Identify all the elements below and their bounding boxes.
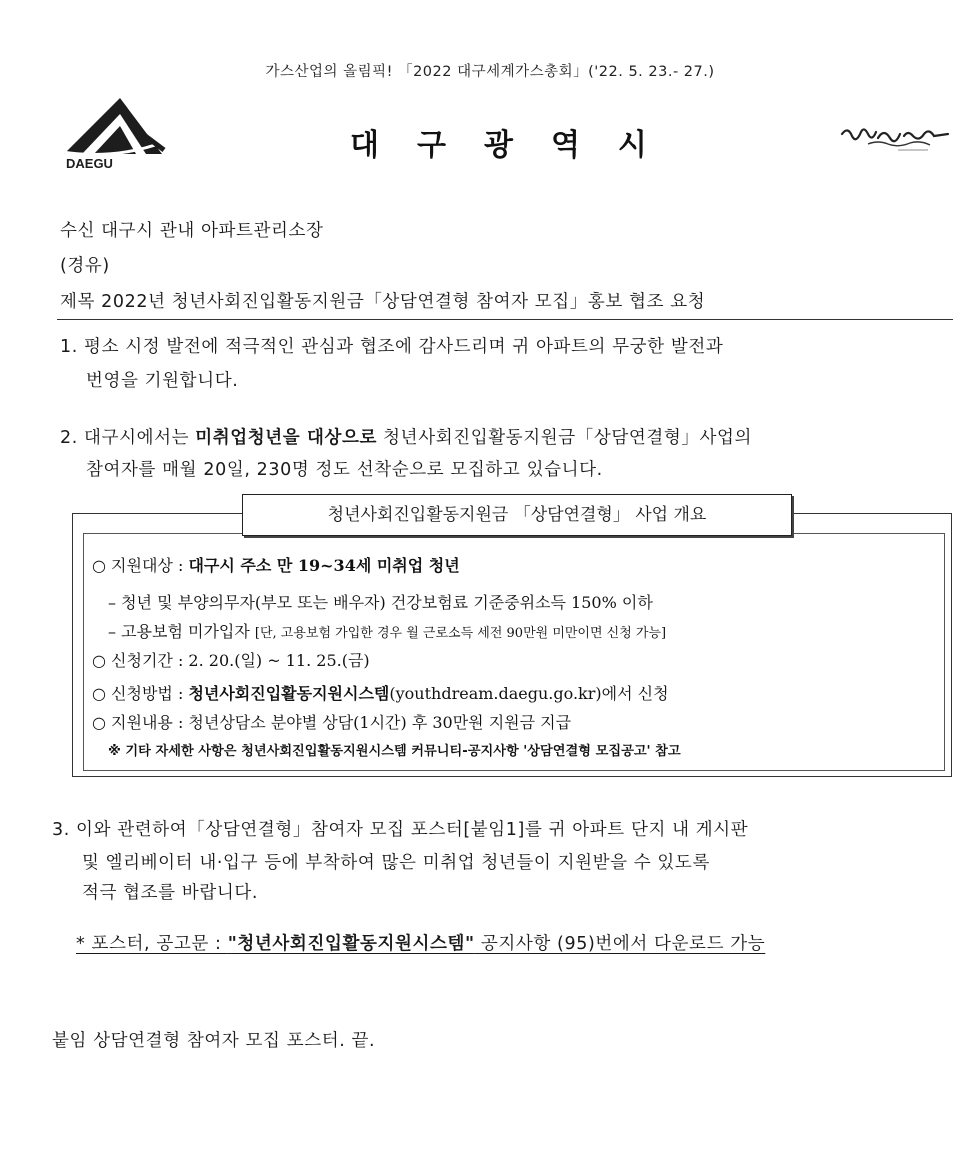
daegu-logo bbox=[60, 92, 170, 172]
note-suffix: 공지사항 (95)번에서 다운로드 가능 bbox=[474, 934, 766, 954]
paragraph-2-line-2: 참여자를 매월 20일, 230명 정도 선착순으로 모집하고 있습니다. bbox=[86, 460, 603, 480]
target-label: ○ 지원대상 : bbox=[92, 556, 189, 575]
slogan-banner: 가스산업의 올림픽! 「2022 대구세계가스총회」('22. 5. 23.- 27.) bbox=[265, 64, 715, 80]
paragraph-1-line-1: 1. 평소 시정 발전에 적극적인 관심과 협조에 감사드리며 귀 아파트의 무궁한 발전과 bbox=[60, 337, 724, 357]
slogan-signature bbox=[838, 120, 956, 160]
insurance-exception: [단, 고용보험 가입한 경우 월 근로소득 세전 90만원 미만이면 신청 가능] bbox=[254, 626, 667, 641]
insurance-text: – 고용보험 미가입자 bbox=[108, 622, 255, 641]
paragraph-2-line-1 bbox=[60, 424, 752, 449]
p2-highlight: 미취업청년을 대상으로 bbox=[195, 428, 378, 448]
paragraph-3-line-1: 3. 이와 관련하여「상담연결형」참여자 모집 포스터[붙임1]를 귀 아파트 단지 내 게시판 bbox=[52, 820, 749, 840]
etc-note: ※ 기타 자세한 사항은 청년사회진입활동지원시스템 커뮤니티-공지사항 '상담연결형 모집공고' 참고 bbox=[108, 744, 681, 759]
method-url: (youthdream.daegu.go.kr)에서 신청 bbox=[389, 684, 669, 703]
target-row bbox=[92, 553, 460, 576]
organization-title: 대구광역시 bbox=[350, 128, 685, 163]
logo-text: DAEGU bbox=[66, 156, 113, 171]
recipient-line: 수신 대구시 관내 아파트관리소장 bbox=[60, 221, 324, 241]
download-note bbox=[76, 930, 765, 955]
application-period: ○ 신청기간 : 2. 20.(일) ~ 11. 25.(금) bbox=[92, 651, 370, 670]
paragraph-1-line-2: 번영을 기원합니다. bbox=[86, 371, 239, 391]
target-condition-insurance bbox=[108, 619, 666, 642]
target-value: 대구시 주소 만 19~34세 미취업 청년 bbox=[188, 556, 460, 575]
paragraph-3-line-2: 및 엘리베이터 내·입구 등에 부착하여 많은 미취업 청년들이 지원받을 수 있도록 bbox=[82, 853, 710, 873]
method-label: ○ 신청방법 : bbox=[92, 684, 189, 703]
via-line: (경유) bbox=[60, 256, 110, 276]
attachment-line: 붙임 상담연결형 참여자 모집 포스터. 끝. bbox=[52, 1031, 376, 1051]
logo-mountain-icon bbox=[62, 98, 164, 154]
paragraph-3-line-3: 적극 협조를 바랍니다. bbox=[82, 883, 259, 903]
application-method bbox=[92, 681, 669, 704]
p2-text-a: 2. 대구시에서는 bbox=[60, 428, 196, 448]
overview-box-title: 청년사회진입활동지원금 「상담연결형」 사업 개요 bbox=[242, 494, 792, 536]
note-system-name: "청년사회진입활동지원시스템" bbox=[227, 934, 475, 954]
note-prefix: * 포스터, 공고문 : bbox=[76, 934, 228, 954]
method-system: 청년사회진입활동지원시스템 bbox=[188, 684, 390, 703]
target-condition-income: – 청년 및 부양의무자(부모 또는 배우자) 건강보험료 기준중위소득 150% 이하 bbox=[108, 593, 653, 612]
subject-divider bbox=[57, 319, 953, 320]
support-content: ○ 지원내용 : 청년상담소 분야별 상담(1시간) 후 30만원 지원금 지급 bbox=[92, 713, 572, 732]
subject-line: 제목 2022년 청년사회진입활동지원금「상담연결형 참여자 모집」홍보 협조 요청 bbox=[60, 292, 706, 312]
p2-text-c: 청년사회진입활동지원금「상담연결형」사업의 bbox=[377, 428, 752, 448]
